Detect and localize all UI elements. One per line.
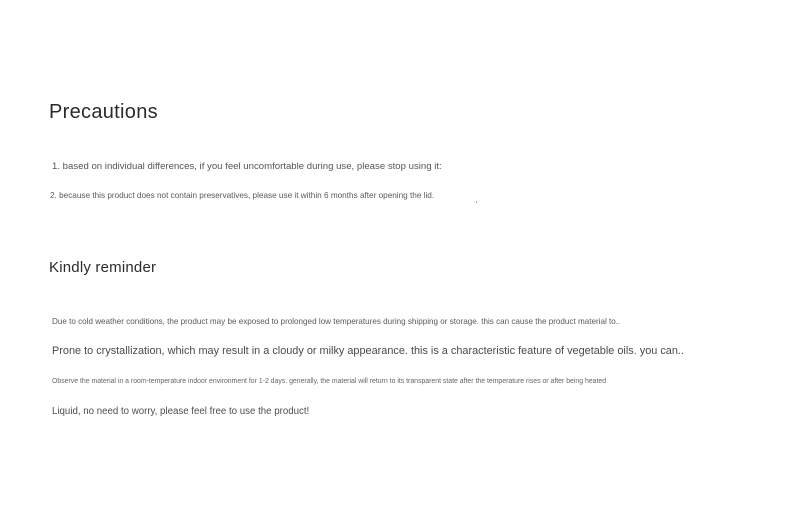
reminder-line-1: Due to cold weather conditions, the product may be exposed to prolonged low temperatures during shipping or storage. this can cause the product material to.. <box>52 317 621 326</box>
reminder-line-3: Observe the material in a room-temperature indoor environment for 1-2 days. generally, the material will return to its transparent state after the temperature rises or after being heated <box>52 378 607 385</box>
precaution-item-1: 1. based on individual differences, if you feel uncomfortable during use, please stop using it: <box>52 161 442 172</box>
kindly-reminder-heading: Kindly reminder <box>49 259 157 276</box>
reminder-line-4: Liquid, no need to worry, please feel free to use the product! <box>52 406 310 417</box>
precaution-item-2: 2. because this product does not contain preservatives, please use it within 6 months after opening the lid. <box>50 191 435 200</box>
reminder-line-2: Prone to crystallization, which may result in a cloudy or milky appearance. this is a characteristic feature of vegetable oils. you can.. <box>52 345 684 357</box>
stray-mark <box>476 201 477 203</box>
precautions-heading: Precautions <box>49 101 158 123</box>
